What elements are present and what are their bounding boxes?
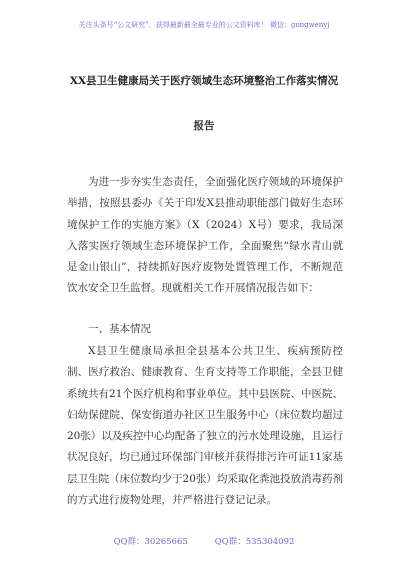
intro-paragraph: 为进一步夯实生态责任，全面强化医疗领域的环境保护举措，按照县委办《关于印发X县推动职能部门做好生态环境保护工作的实施方案》（X（2024）X号）要求，我局深入落实医疗领域生态环境保护工作，全面聚焦“绿水青山就是金山银山”，持续抓好医疗废物处置管理工作，不断规范饮水安全卫生监督。现就相关工作开展情况报告如下： (67, 176, 343, 295)
footer-contact: QQ群：30265665 QQ群：535304092 (113, 537, 295, 547)
section-heading: 一、基本情况 (88, 323, 151, 335)
header-note: 关注头条号“公文研究”，获得最新最全最专业的公文资料库！ 微信：gongwenyj (78, 21, 330, 29)
document-subtitle: 报告 (193, 120, 215, 132)
document-title: XX县卫生健康局关于医疗领域生态环境整治工作落实情况 (69, 75, 339, 87)
body-paragraph: X县卫生健康局承担全县基本公共卫生、疾病预防控制、医疗救治、健康教育、生育支持等工作职能，全县卫健系统共有21个医疗机构和事业单位。其中县医院、中医院、妇幼保健院、保安街道办社区卫生服务中心（床位数均超过20张）以及疾控中心均配备了独立的污水处理设施，且运行状况良好，均已通过环保部门审核并获得排污许可证11家基层卫生院（床位数均少于20张）均采取化粪池投放消毒药剂的方式进行废物处理，并严格进行登记记录。 (67, 345, 343, 507)
